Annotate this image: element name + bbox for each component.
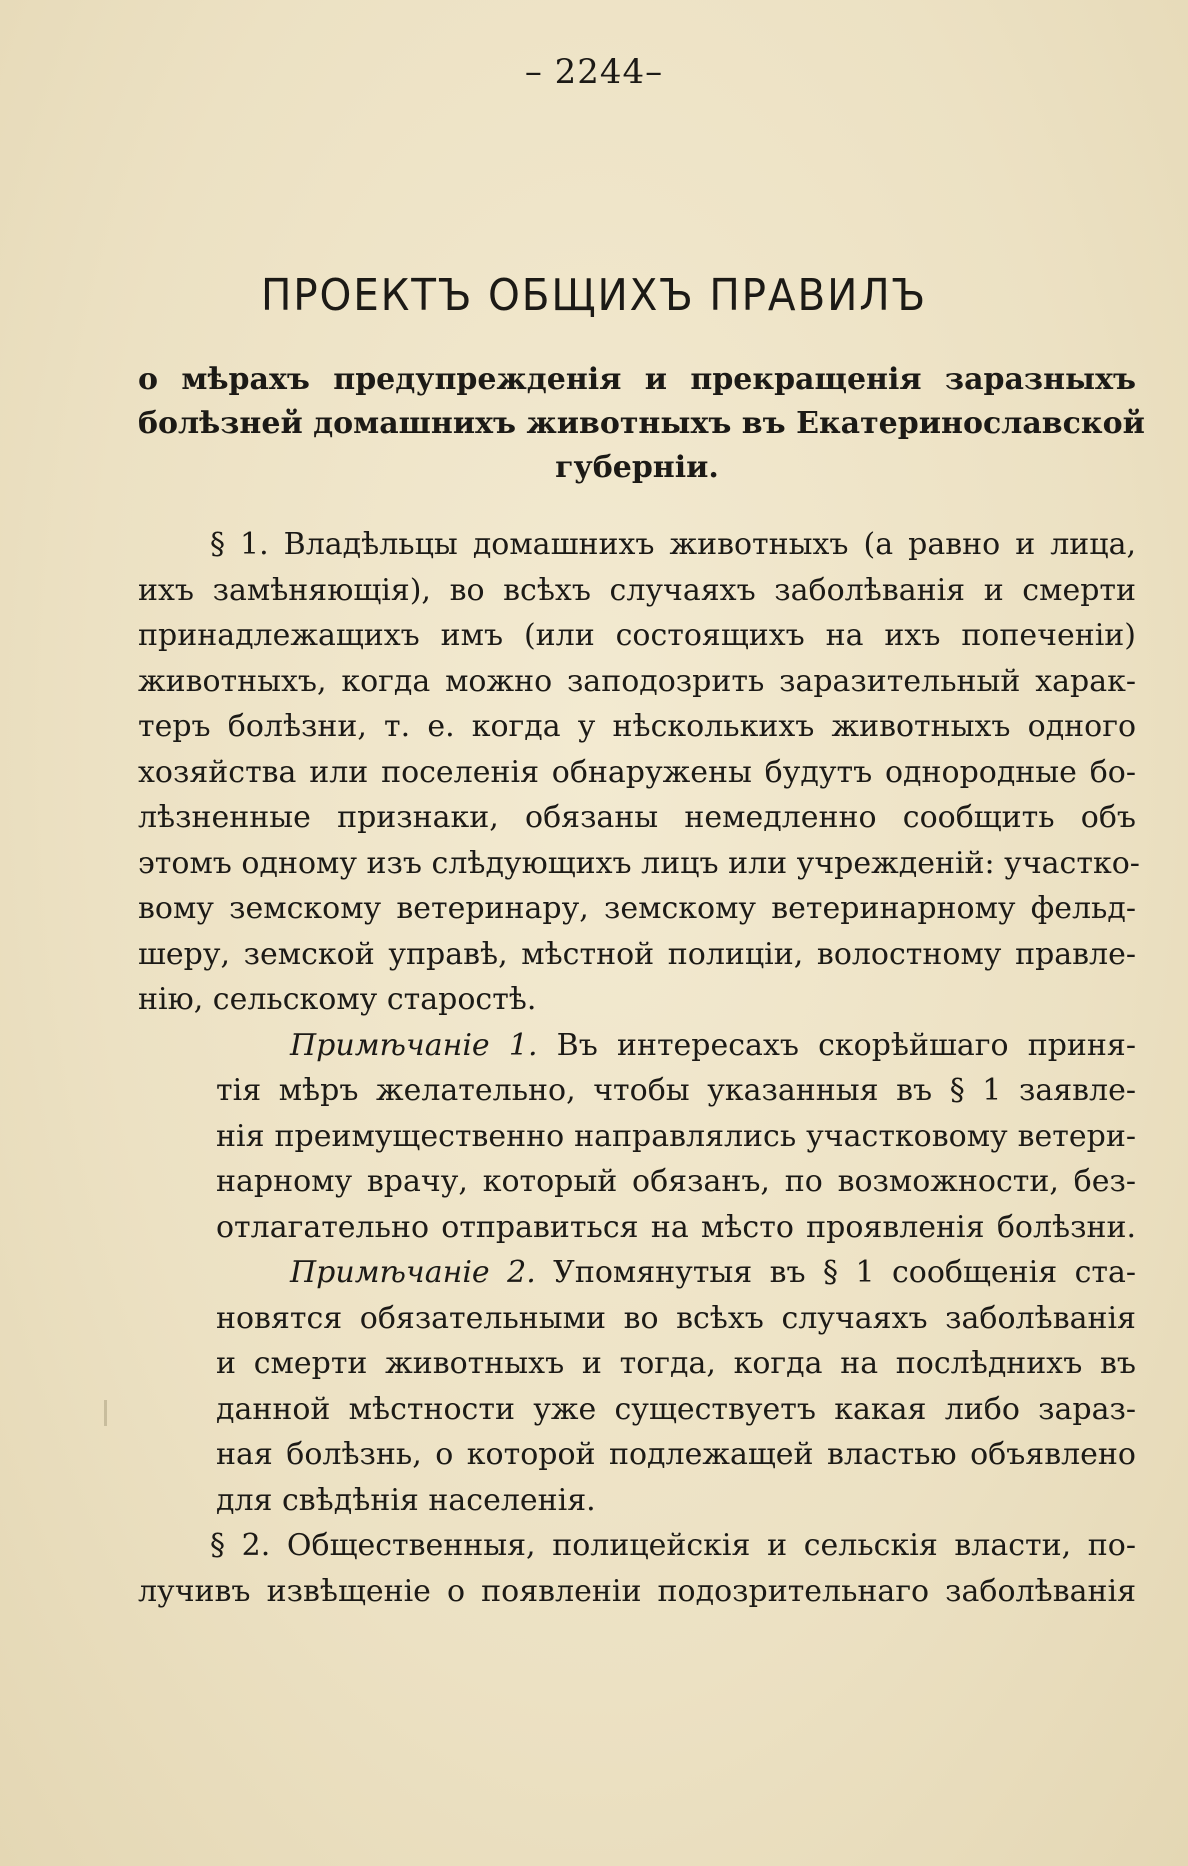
note2-line: и смерти животныхъ и тогда, когда на послѣднихъ въ — [216, 1346, 1136, 1381]
section2-line: лучивъ извѣщеніе о появленіи подозрительнаго заболѣванія — [138, 1573, 1136, 1609]
section1-line: ихъ замѣняющія), во всѣхъ случаяхъ заболѣванія и смерти — [138, 572, 1136, 608]
page-number: – 2244– — [524, 52, 664, 92]
note1-first-line — [138, 1023, 1136, 1069]
note1-label: Примѣчаніе 1. — [290, 1027, 538, 1063]
note1-line: нарному врачу, который обязанъ, по возможности, без- — [216, 1164, 1136, 1199]
document-subtitle — [138, 358, 1145, 490]
note2-line: ная болѣзнь, о которой подлежащей властью объявлено — [216, 1437, 1136, 1472]
section1-line: хозяйства или поселенія обнаружены будутъ однородные бо- — [138, 754, 1136, 790]
note1-line: тія мѣръ желательно, чтобы указанныя въ § 1 заявле- — [216, 1073, 1136, 1108]
scan-mark — [104, 1400, 107, 1426]
note2-line: для свѣдѣнія населенія. — [216, 1482, 596, 1518]
document-body — [138, 522, 1140, 1614]
section1-line: лѣзненные признаки, обязаны немедленно сообщить объ — [138, 800, 1136, 835]
document-title: ПРОЕКТЪ ОБЩИХЪ ПРАВИЛЪ — [260, 270, 928, 321]
note2-line: новятся обязательными во всѣхъ случаяхъ заболѣванія — [216, 1300, 1136, 1336]
section1-line: вому земскому ветеринару, земскому ветеринарному фельд- — [138, 891, 1136, 926]
section1-line: шеру, земской управѣ, мѣстной полиціи, волостному правле- — [138, 936, 1136, 972]
note2-label: Примѣчаніе 2. — [290, 1255, 536, 1290]
section1-line: нію, сельскому старостѣ. — [138, 982, 537, 1017]
note1-line: отлагательно отправиться на мѣсто проявленія болѣзни. — [216, 1209, 1136, 1245]
subtitle-line: болѣзней домашнихъ животныхъ въ Екатеринославской — [138, 406, 1145, 441]
section1-line: § 1. Владѣльцы домашнихъ животныхъ (а равно и лица, — [210, 527, 1136, 562]
note1-line: нія преимущественно направлялись участковому ветери- — [216, 1118, 1136, 1154]
section1-line: животныхъ, когда можно заподозрить заразительный харак- — [138, 663, 1136, 699]
subtitle-line: губерніи. — [555, 450, 719, 485]
section2-line: § 2. Общественныя, полицейскія и сельскія власти, по- — [210, 1528, 1136, 1563]
note2-first-line — [138, 1250, 1136, 1296]
note2-first-line-rest: Упомянутыя въ § 1 сообщенія ста- — [535, 1255, 1136, 1290]
section1-line: принадлежащихъ имъ (или состоящихъ на ихъ попеченіи) — [138, 618, 1136, 653]
note2-line: данной мѣстности уже существуетъ какая либо зараз- — [216, 1391, 1136, 1427]
subtitle-line: о мѣрахъ предупрежденія и прекращенія заразныхъ — [138, 362, 1136, 397]
section1-line: теръ болѣзни, т. е. когда у нѣсколькихъ животныхъ одного — [138, 709, 1136, 744]
section1-line: этомъ одному изъ слѣдующихъ лицъ или учрежденій: участко- — [138, 845, 1140, 881]
note1-first-line-rest: Въ интересахъ скорѣйшаго приня- — [537, 1027, 1136, 1063]
